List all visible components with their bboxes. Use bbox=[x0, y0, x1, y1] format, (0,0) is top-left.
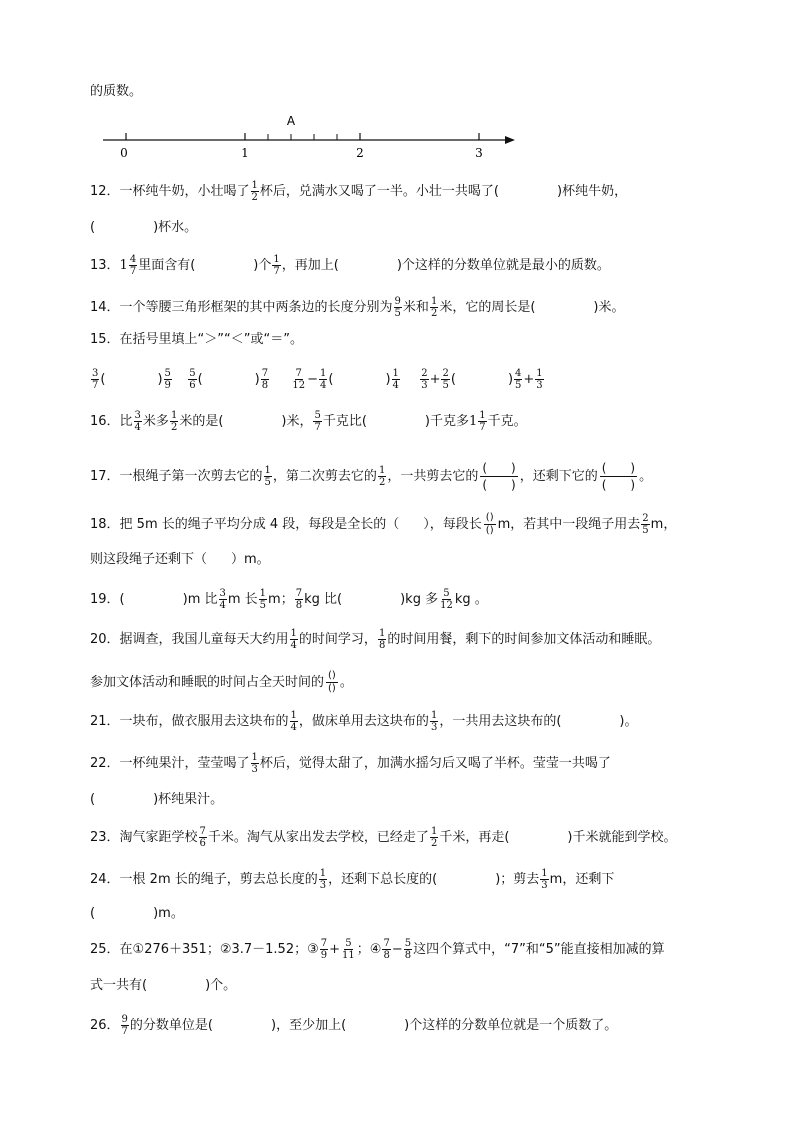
fraction: $\frac{1}{2}$ bbox=[430, 296, 438, 319]
question-14: 14．一个等腰三角形框架的其中两条边的长度分别为 $\frac{9}{5}$ 米和 $\frac{1}{2}$ 米，它的周长是( )米。 bbox=[90, 296, 625, 319]
tick-label: 2 bbox=[356, 146, 364, 160]
question-13: 13．1 $\frac{4}{7}$ 里面含有( )个 $\frac{1}{7}$ ，再加上( )个这样的分数单位就是最小的质数。 bbox=[90, 254, 610, 277]
fraction-blank[interactable]: () () bbox=[328, 670, 336, 694]
fraction-blank[interactable]: () () bbox=[485, 512, 494, 536]
question-20-cont: 参加文体活动和睡眠的时间占全天时间的 () () 。 bbox=[90, 670, 353, 694]
number-line-arrow bbox=[505, 136, 515, 144]
fraction: $\frac{4}{7}$ bbox=[129, 254, 137, 277]
question-16: 16．比 $\frac{3}{4}$ 米多 $\frac{1}{2}$ 米的是( )米， $\frac{5}{7}$ 千克比( )千克多1 $\frac{1}{7}$ 千克。 bbox=[90, 410, 527, 433]
fraction: $\frac{9}{5}$ bbox=[394, 296, 401, 319]
question-19: 19．( )m 比 $\frac{3}{4}$ m 长 $\frac{1}{5}$ m； $\frac{7}{8}$ kg 比( )kg 多 $\frac{5}{12}$ kg 。 bbox=[90, 588, 488, 611]
point-label: A bbox=[286, 114, 296, 128]
question-21: 21．一块布，做衣服用去这块布的 $\frac{1}{4}$ ，做床单用去这块布的 $\frac{1}{3}$ ，一共用去这块布的( )。 bbox=[90, 710, 638, 733]
tick-label: 3 bbox=[475, 146, 483, 160]
question-23: 23．淘气家距学校 $\frac{7}{6}$ 千米。淘气从家出发去学校，已经走了 $\frac{1}{2}$ 千米，再走( )千米就能到学校。 bbox=[90, 826, 677, 849]
question-18: 18．把 5m 长的绳子平均分成 4 段，每段是全长的（ ），每段长 () () m，若其中一段绳子用去 $\frac{2}{5}$ m， bbox=[90, 512, 677, 536]
question-20: 20．据调查，我国儿童每天大约用 $\frac{1}{4}$ 的时间学习， $\frac{1}{8}$ 的时间用餐，剩下的时间参加文体活动和睡眠。 bbox=[90, 628, 661, 651]
question-15-exprs: $\frac{3}{7}$ ( ) $\frac{5}{9}$ $\frac{5}{6}$ ( ) $\frac{7}{8}$ $\frac{7}{12}$ − $\frac{1}{4}$ ( ) $\frac{1}{4}$ $\frac{2}{3}$ + $\frac{2}{5}$ ( ) $\frac{4}{5}$ + $\frac{1}{3}$ bbox=[92, 368, 543, 391]
fraction-blank[interactable]: ( ) ( ) bbox=[482, 461, 516, 492]
question-15: 15．在括号里填上“＞”“＜”或“＝”。 bbox=[90, 332, 303, 347]
question-25: 25．在①276＋351；②3.7－1.52；③ $\frac{7}{9}$ + $\frac{5}{11}$ ；④ $\frac{7}{8}$ − $\frac{5}{8}$ 这四个算式中，“7”和“5”能直接相加减的算 bbox=[90, 938, 665, 961]
number-line bbox=[95, 112, 525, 162]
question-24-cont: ( )m。 bbox=[90, 906, 184, 921]
question-12: 12．一杯纯牛奶，小壮喝了 $\frac{1}{2}$ 杯后，兑满水又喝了一半。小壮一共喝了( )杯纯牛奶， bbox=[90, 180, 628, 203]
question-25-cont: 式一共有( )个。 bbox=[90, 978, 237, 993]
lead-text: 的质数。 bbox=[90, 84, 143, 99]
fraction-blank[interactable]: ( ) ( ) bbox=[601, 461, 636, 492]
question-18-cont: 则这段绳子还剩下（ ）m。 bbox=[90, 552, 270, 567]
fraction: $\frac{1}{2}$ bbox=[251, 180, 258, 203]
question-22-cont: ( )杯纯果汁。 bbox=[90, 792, 224, 807]
tick-label: 0 bbox=[120, 146, 128, 160]
fraction: $\frac{1}{7}$ bbox=[273, 254, 280, 277]
question-24: 24．一根 2m 长的绳子，剪去总长度的 $\frac{1}{3}$ ，还剩下总长度的( )；剪去 $\frac{1}{3}$ m，还剩下 bbox=[90, 868, 615, 891]
question-12-cont: ( )杯水。 bbox=[90, 220, 198, 235]
question-22: 22．一杯纯果汁，莹莹喝了 $\frac{1}{3}$ 杯后，觉得太甜了，加满水摇匀后又喝了半杯。莹莹一共喝了 bbox=[90, 752, 611, 775]
question-17: 17．一根绳子第一次剪去它的 $\frac{1}{5}$ ，第二次剪去它的 $\frac{1}{2}$ ，一共剪去它的 ( ) ( ) ，还剩下它的 ( ) ( ) 。 bbox=[90, 461, 653, 492]
tick-label: 1 bbox=[241, 146, 249, 160]
question-26: 26． $\frac{9}{7}$ 的分数单位是( )，至少加上( )个这样的分数单位就是一个质数了。 bbox=[90, 1014, 618, 1037]
